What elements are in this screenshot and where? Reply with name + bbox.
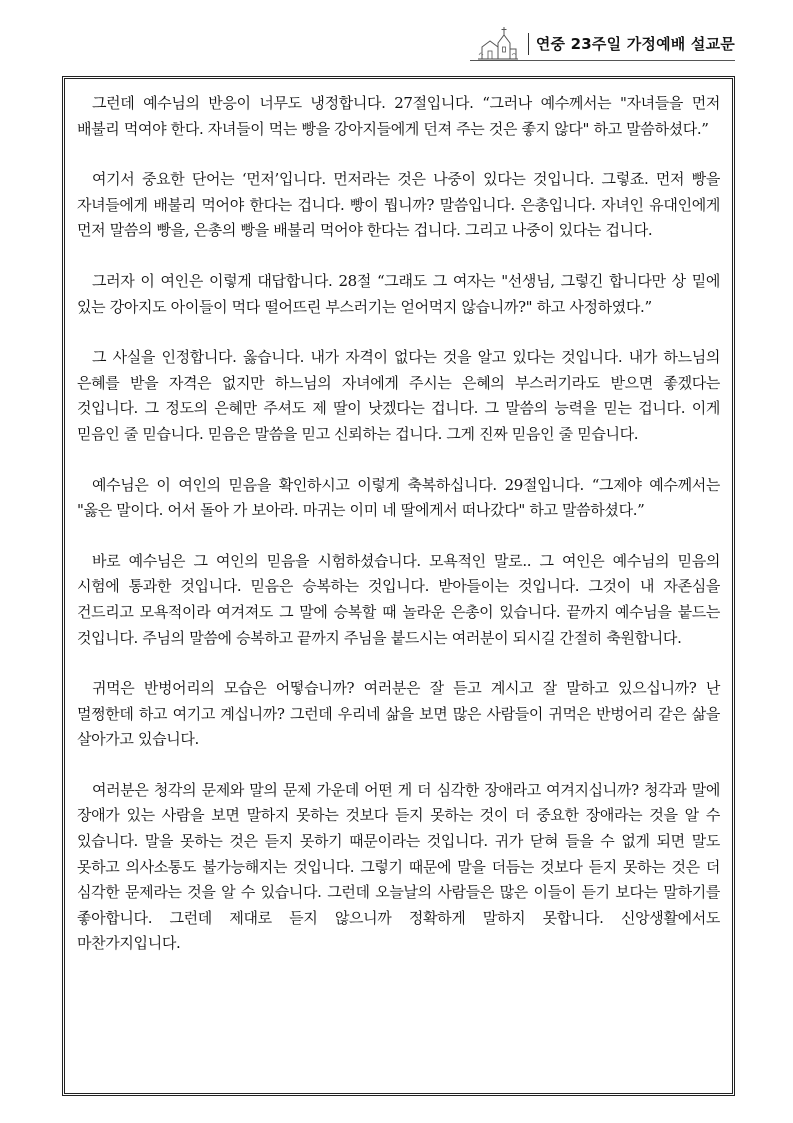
sermon-body-frame — [62, 76, 735, 1096]
paragraph-8: 여러분은 청각의 문제와 말의 문제 가운데 어떤 게 더 심각한 장애라고 여겨지십니까? 청각과 말에 장애가 있는 사람을 보면 말하지 못하는 것보다 듣지 못하는 것이 더 중요한 장애라는 것을 알 수 있습니다. 말을 못하는 것은 듣지 못하기 때문이라는 것입니다. 귀가 닫혀 들을 수 없게 되면 말도 못하고 의사소통도 불가능해지는 것입니다. 그렇기 때문에 말을 더듬는 것보다 듣지 못하는 것은 더 심각한 문제라는 것을 알 수 있습니다. 그런데 오늘날의 사람들은 많은 이들이 듣기 보다는 말하기를 좋아합니다. 그런데 제대로 듣지 않으니까 정확하게 말하지 못합니다. 신앙생활에서도 마찬가지입니다. — [77, 780, 720, 953]
church-icon — [476, 25, 520, 63]
page-header — [476, 24, 735, 64]
paragraph-7: 귀먹은 반벙어리의 모습은 어떻습니까? 여러분은 잘 듣고 계시고 잘 말하고 있으십니까? 난 멀쩡한데 하고 여기고 계십니까? 그런데 우리네 삶을 보면 많은 사람들이 귀먹은 반벙어리 같은 삶을 살아가고 있습니다. — [77, 679, 720, 749]
paragraph-2: 여기서 중요한 단어는 ‘먼저’입니다. 먼저라는 것은 나중이 있다는 것입니다. 그렇죠. 먼저 빵을 자녀들에게 배불리 먹어야 한다는 겁니다. 빵이 뭡니까? 말씀입니다. 은총입니다. 자녀인 유대인에게 먼저 말씀의 빵을, 은총의 빵을 배불리 먹어야 한다는 겁니다. 그리고 나중이 있다는 겁니다. — [77, 170, 720, 240]
paragraph-5: 예수님은 이 여인의 믿음을 확인하시고 이렇게 축복하십니다. 29절입니다. “그제야 예수께서는 "옳은 말이다. 어서 돌아 가 보아라. 마귀는 이미 네 딸에게서 떠나갔다" 하고 말씀하셨다.” — [77, 475, 720, 520]
paragraph-4: 그 사실을 인정합니다. 옳습니다. 내가 자격이 없다는 것을 알고 있다는 것입니다. 내가 하느님의 은혜를 받을 자격은 없지만 하느님의 자녀에게 주시는 은혜의 부스러기라도 받으면 좋겠다는 것입니다. 그 정도의 은혜만 주셔도 제 딸이 낫겠다는 겁니다. 그 말씀의 능력을 믿는 겁니다. 이게 믿음인 줄 믿습니다. 믿음은 말씀을 믿고 신뢰하는 겁니다. 그게 진짜 믿음인 줄 믿습니다. — [77, 348, 720, 443]
document-title: 연중 23주일 가정예배 설교문 — [528, 33, 735, 55]
paragraph-1: 그런데 예수님의 반응이 너무도 냉정합니다. 27절입니다. “그러나 예수께서는 "자녀들을 먼저 배불리 먹여야 한다. 자녀들이 먹는 빵을 강아지들에게 던져 주는 것은 좋지 않다" 하고 말씀하셨다.” — [77, 94, 720, 138]
paragraph-6: 바로 예수님은 그 여인의 믿음을 시험하셨습니다. 모욕적인 말로.. 그 여인은 예수님의 믿음의 시험에 통과한 것입니다. 믿음은 승복하는 것입니다. 받아들이는 것입니다. 그것이 내 자존심을 건드리고 모욕적이라 여겨져도 그 말에 승복할 때 놀라운 은총이 있습니다. 끝까지 예수님을 붙드는 것입니다. 주님의 말씀에 승복하고 끝까지 주님을 붙드시는 여러분이 되시길 간절히 축원합니다. — [77, 551, 720, 647]
header-rule — [470, 60, 735, 61]
paragraph-3: 그러자 이 여인은 이렇게 대답합니다. 28절 “그래도 그 여자는 "선생님, 그렇긴 합니다만 상 밑에 있는 강아지도 아이들이 먹다 떨어뜨린 부스러기는 얻어먹지 않습니까?" 하고 사정하였다.” — [77, 271, 720, 316]
